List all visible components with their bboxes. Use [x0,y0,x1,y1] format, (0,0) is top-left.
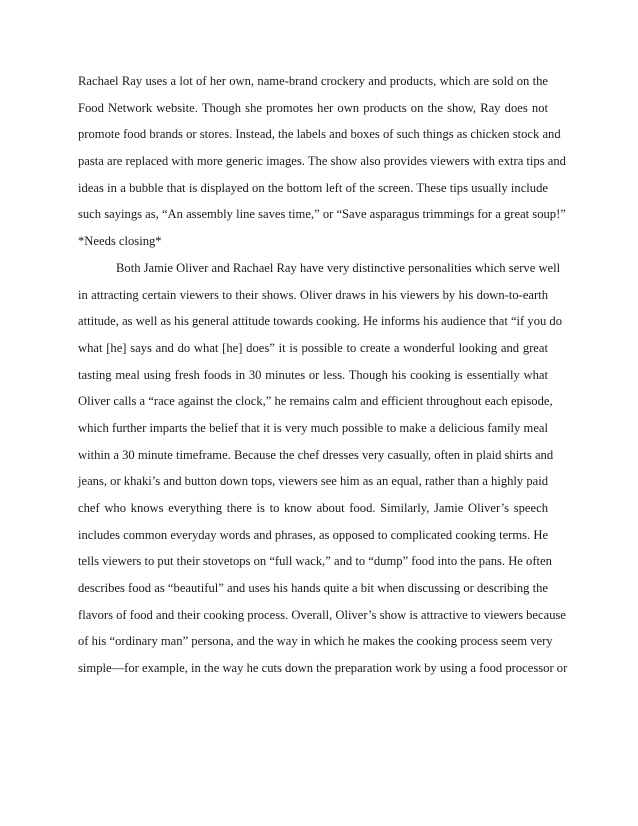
text-line: Food Network website. Though she promotes her own products on the show, Ray does not [78,100,548,115]
text-line: tasting meal using fresh foods in 30 minutes or less. Though his cooking is essentially what [78,367,548,382]
text-line: jeans, or khaki’s and button down tops, viewers see him as an equal, rather than a highly paid [78,474,549,489]
text-line: chef who knows everything there is to know about food. Similarly, Jamie Oliver’s speech [78,501,548,515]
text-line: in attracting certain viewers to their shows. Oliver draws in his viewers by his down-to-earth [78,287,548,302]
text-line: tells viewers to put their stovetops on “full wack,” and to “dump” food into the pans. He often [78,554,552,569]
text-line: includes common everyday words and phrases, as opposed to complicated cooking terms. He [78,527,549,542]
document-body [78,68,568,682]
editor-note: *Needs closing* [78,234,162,249]
text-line: such sayings as, “An assembly line saves time,” or “Save asparagus trimmings for a great soup!” [78,207,566,222]
text-line: flavors of food and their cooking process. Overall, Oliver’s show is attractive to viewers because [78,607,566,622]
paragraph-first-line: Both Jamie Oliver and Rachael Ray have very distinctive personalities which serve well [116,260,561,275]
text-line: pasta are replaced with more generic images. The show also provides viewers with extra tips and [78,154,566,169]
text-line: describes food as “beautiful” and uses his hands quite a bit when discussing or describing the [78,581,548,596]
text-line: ideas in a bubble that is displayed on the bottom left of the screen. These tips usually include [78,180,548,195]
text-line: within a 30 minute timeframe. Because the chef dresses very casually, often in plaid shirts and [78,447,554,462]
text-line: simple—for example, in the way he cuts down the preparation work by using a food processor or [78,661,568,676]
text-line: Rachael Ray uses a lot of her own, name-brand crockery and products, which are sold on the [78,74,548,88]
text-line: of his “ordinary man” persona, and the way in which he makes the cooking process seem very [78,634,553,649]
text-line: attitude, as well as his general attitude towards cooking. He informs his audience that “if you do [78,314,563,329]
text-line: which further imparts the belief that it is very much possible to make a delicious family meal [78,420,548,435]
text-line: promote food brands or stores. Instead, the labels and boxes of such things as chicken stock and [78,127,561,142]
text-line: what [he] says and do what [he] does” it is possible to create a wonderful looking and great [78,340,548,355]
text-line: Oliver calls a “race against the clock,” he remains calm and efficient throughout each episode, [78,394,553,409]
